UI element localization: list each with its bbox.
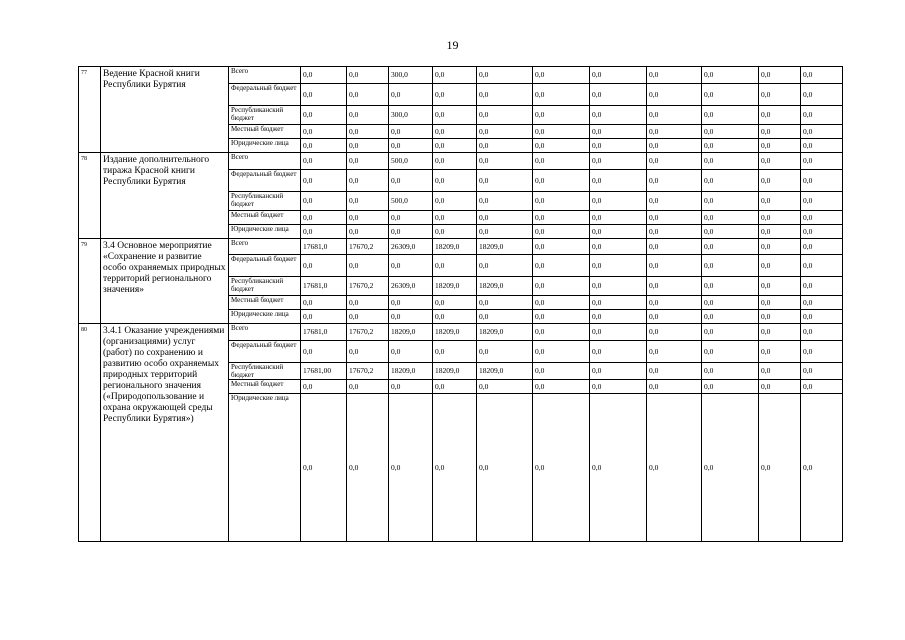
value-cell: 0,0 bbox=[702, 324, 759, 341]
value-cell: 0,0 bbox=[301, 192, 347, 211]
value-cell: 0,0 bbox=[647, 324, 702, 341]
value-cell: 0,0 bbox=[702, 239, 759, 255]
value-cell: 0,0 bbox=[347, 67, 389, 84]
value-cell: 0,0 bbox=[477, 192, 533, 211]
value-cell: 0,0 bbox=[477, 170, 533, 192]
value-cell: 0,0 bbox=[533, 125, 590, 139]
value-cell: 0,0 bbox=[702, 106, 759, 125]
value-cell: 0,0 bbox=[533, 363, 590, 380]
funding-source: Местный бюджет bbox=[229, 211, 301, 225]
funding-source: Республиканский бюджет bbox=[229, 363, 301, 380]
value-cell: 17681,0 bbox=[301, 277, 347, 296]
value-cell: 0,0 bbox=[389, 255, 433, 277]
value-cell: 0,0 bbox=[590, 277, 647, 296]
value-cell: 0,0 bbox=[301, 255, 347, 277]
value-cell: 0,0 bbox=[301, 67, 347, 84]
value-cell: 0,0 bbox=[433, 341, 477, 363]
value-cell: 0,0 bbox=[433, 106, 477, 125]
value-cell: 0,0 bbox=[647, 170, 702, 192]
row-number: 80 bbox=[79, 324, 101, 542]
value-cell: 17681,0 bbox=[301, 239, 347, 255]
value-cell: 18209,0 bbox=[477, 239, 533, 255]
funding-source: Республиканский бюджет bbox=[229, 277, 301, 296]
value-cell: 0,0 bbox=[590, 394, 647, 542]
value-cell: 0,0 bbox=[347, 296, 389, 310]
value-cell: 0,0 bbox=[801, 139, 843, 153]
value-cell: 0,0 bbox=[347, 225, 389, 239]
value-cell: 26309,0 bbox=[389, 277, 433, 296]
value-cell: 0,0 bbox=[759, 363, 801, 380]
funding-source: Всего bbox=[229, 153, 301, 170]
value-cell: 0,0 bbox=[347, 341, 389, 363]
funding-source: Федеральный бюджет bbox=[229, 255, 301, 277]
value-cell: 0,0 bbox=[702, 255, 759, 277]
value-cell: 0,0 bbox=[590, 239, 647, 255]
value-cell: 300,0 bbox=[389, 106, 433, 125]
value-cell: 0,0 bbox=[647, 380, 702, 394]
value-cell: 0,0 bbox=[702, 277, 759, 296]
value-cell: 0,0 bbox=[759, 170, 801, 192]
row-number: 77 bbox=[79, 67, 101, 153]
value-cell: 0,0 bbox=[647, 239, 702, 255]
value-cell: 0,0 bbox=[347, 106, 389, 125]
value-cell: 0,0 bbox=[590, 341, 647, 363]
value-cell: 0,0 bbox=[590, 324, 647, 341]
value-cell: 0,0 bbox=[801, 192, 843, 211]
value-cell: 0,0 bbox=[647, 106, 702, 125]
value-cell: 0,0 bbox=[301, 170, 347, 192]
value-cell: 0,0 bbox=[759, 310, 801, 324]
value-cell: 0,0 bbox=[533, 341, 590, 363]
value-cell: 0,0 bbox=[759, 255, 801, 277]
activity-name: 3.4 Основное мероприятие «Сохранение и развитие особо охраняемых природных территорий регионального значения» bbox=[101, 239, 229, 324]
value-cell: 0,0 bbox=[477, 211, 533, 225]
funding-source: Республиканский бюджет bbox=[229, 192, 301, 211]
value-cell: 0,0 bbox=[347, 380, 389, 394]
page-number: 19 bbox=[446, 38, 459, 52]
value-cell: 0,0 bbox=[801, 380, 843, 394]
value-cell: 0,0 bbox=[389, 84, 433, 106]
value-cell: 0,0 bbox=[389, 310, 433, 324]
value-cell: 18209,0 bbox=[389, 363, 433, 380]
value-cell: 0,0 bbox=[647, 192, 702, 211]
value-cell: 0,0 bbox=[759, 211, 801, 225]
value-cell: 0,0 bbox=[759, 225, 801, 239]
value-cell: 0,0 bbox=[533, 277, 590, 296]
value-cell: 0,0 bbox=[433, 296, 477, 310]
value-cell: 0,0 bbox=[702, 363, 759, 380]
value-cell: 0,0 bbox=[702, 153, 759, 170]
value-cell: 0,0 bbox=[477, 125, 533, 139]
value-cell: 0,0 bbox=[477, 380, 533, 394]
value-cell: 0,0 bbox=[389, 211, 433, 225]
value-cell: 0,0 bbox=[702, 296, 759, 310]
value-cell: 0,0 bbox=[759, 239, 801, 255]
value-cell: 0,0 bbox=[301, 380, 347, 394]
value-cell: 0,0 bbox=[347, 153, 389, 170]
value-cell: 0,0 bbox=[347, 211, 389, 225]
value-cell: 0,0 bbox=[533, 296, 590, 310]
value-cell: 0,0 bbox=[433, 310, 477, 324]
table-row bbox=[79, 153, 843, 170]
value-cell: 0,0 bbox=[533, 255, 590, 277]
value-cell: 0,0 bbox=[647, 363, 702, 380]
value-cell: 0,0 bbox=[590, 211, 647, 225]
value-cell: 0,0 bbox=[590, 225, 647, 239]
value-cell: 0,0 bbox=[647, 277, 702, 296]
value-cell: 0,0 bbox=[301, 310, 347, 324]
value-cell: 0,0 bbox=[590, 170, 647, 192]
value-cell: 0,0 bbox=[647, 139, 702, 153]
value-cell: 0,0 bbox=[533, 139, 590, 153]
value-cell: 0,0 bbox=[389, 125, 433, 139]
value-cell: 0,0 bbox=[759, 341, 801, 363]
value-cell: 0,0 bbox=[759, 125, 801, 139]
funding-source: Всего bbox=[229, 324, 301, 341]
value-cell: 26309,0 bbox=[389, 239, 433, 255]
value-cell: 0,0 bbox=[301, 225, 347, 239]
value-cell: 0,0 bbox=[759, 296, 801, 310]
value-cell: 0,0 bbox=[590, 192, 647, 211]
value-cell: 0,0 bbox=[801, 394, 843, 542]
table-body bbox=[79, 67, 843, 542]
funding-source: Местный бюджет bbox=[229, 296, 301, 310]
value-cell: 0,0 bbox=[533, 324, 590, 341]
value-cell: 0,0 bbox=[590, 125, 647, 139]
value-cell: 0,0 bbox=[590, 106, 647, 125]
value-cell: 0,0 bbox=[301, 84, 347, 106]
value-cell: 0,0 bbox=[702, 67, 759, 84]
value-cell: 0,0 bbox=[702, 139, 759, 153]
value-cell: 17670,2 bbox=[347, 277, 389, 296]
activity-name: Издание дополнительного тиража Красной книги Республики Бурятия bbox=[101, 153, 229, 239]
value-cell: 0,0 bbox=[347, 139, 389, 153]
row-number: 79 bbox=[79, 239, 101, 324]
value-cell: 18209,0 bbox=[433, 363, 477, 380]
value-cell: 0,0 bbox=[433, 84, 477, 106]
value-cell: 0,0 bbox=[389, 341, 433, 363]
value-cell: 0,0 bbox=[759, 139, 801, 153]
activity-name: 3.4.1 Оказание учреждениями (организациями) услуг (работ) по сохранению и развитию особо охраняемых природных территорий регионального значения («Природопользование и охрана окружающей среды Республики Бурятия») bbox=[101, 324, 229, 542]
value-cell: 500,0 bbox=[389, 192, 433, 211]
value-cell: 0,0 bbox=[433, 153, 477, 170]
value-cell: 18209,0 bbox=[433, 324, 477, 341]
value-cell: 0,0 bbox=[533, 192, 590, 211]
value-cell: 0,0 bbox=[477, 153, 533, 170]
funding-source: Федеральный бюджет bbox=[229, 170, 301, 192]
value-cell: 0,0 bbox=[533, 170, 590, 192]
funding-source: Юридические лица bbox=[229, 225, 301, 239]
value-cell: 0,0 bbox=[801, 67, 843, 84]
value-cell: 0,0 bbox=[801, 225, 843, 239]
value-cell: 0,0 bbox=[301, 394, 347, 542]
value-cell: 0,0 bbox=[301, 125, 347, 139]
value-cell: 0,0 bbox=[533, 153, 590, 170]
funding-source: Юридические лица bbox=[229, 139, 301, 153]
funding-source: Всего bbox=[229, 67, 301, 84]
value-cell: 0,0 bbox=[533, 394, 590, 542]
value-cell: 0,0 bbox=[801, 255, 843, 277]
value-cell: 0,0 bbox=[647, 394, 702, 542]
value-cell: 0,0 bbox=[801, 125, 843, 139]
value-cell: 0,0 bbox=[533, 211, 590, 225]
value-cell: 0,0 bbox=[801, 324, 843, 341]
value-cell: 0,0 bbox=[389, 139, 433, 153]
value-cell: 0,0 bbox=[590, 153, 647, 170]
value-cell: 0,0 bbox=[347, 394, 389, 542]
value-cell: 0,0 bbox=[590, 139, 647, 153]
funding-source: Местный бюджет bbox=[229, 125, 301, 139]
value-cell: 0,0 bbox=[433, 139, 477, 153]
value-cell: 0,0 bbox=[702, 211, 759, 225]
value-cell: 0,0 bbox=[477, 296, 533, 310]
value-cell: 0,0 bbox=[702, 341, 759, 363]
value-cell: 0,0 bbox=[389, 380, 433, 394]
value-cell: 0,0 bbox=[702, 192, 759, 211]
value-cell: 0,0 bbox=[347, 310, 389, 324]
value-cell: 0,0 bbox=[389, 170, 433, 192]
value-cell: 0,0 bbox=[801, 310, 843, 324]
value-cell: 0,0 bbox=[477, 67, 533, 84]
value-cell: 0,0 bbox=[477, 341, 533, 363]
value-cell: 0,0 bbox=[801, 170, 843, 192]
value-cell: 0,0 bbox=[433, 125, 477, 139]
value-cell: 0,0 bbox=[759, 192, 801, 211]
value-cell: 0,0 bbox=[647, 225, 702, 239]
value-cell: 17681,0 bbox=[301, 324, 347, 341]
value-cell: 0,0 bbox=[590, 84, 647, 106]
value-cell: 0,0 bbox=[702, 84, 759, 106]
value-cell: 0,0 bbox=[702, 170, 759, 192]
funding-source: Всего bbox=[229, 239, 301, 255]
value-cell: 0,0 bbox=[647, 153, 702, 170]
value-cell: 0,0 bbox=[433, 225, 477, 239]
value-cell: 0,0 bbox=[590, 363, 647, 380]
value-cell: 18209,0 bbox=[477, 363, 533, 380]
value-cell: 0,0 bbox=[801, 106, 843, 125]
value-cell: 0,0 bbox=[759, 67, 801, 84]
value-cell: 0,0 bbox=[801, 211, 843, 225]
value-cell: 0,0 bbox=[433, 380, 477, 394]
value-cell: 0,0 bbox=[590, 255, 647, 277]
funding-source: Республиканский бюджет bbox=[229, 106, 301, 125]
value-cell: 0,0 bbox=[347, 84, 389, 106]
row-number: 78 bbox=[79, 153, 101, 239]
value-cell: 0,0 bbox=[347, 255, 389, 277]
value-cell: 0,0 bbox=[759, 380, 801, 394]
table-row bbox=[79, 239, 843, 255]
value-cell: 0,0 bbox=[301, 341, 347, 363]
value-cell: 0,0 bbox=[590, 296, 647, 310]
value-cell: 0,0 bbox=[301, 139, 347, 153]
value-cell: 500,0 bbox=[389, 153, 433, 170]
value-cell: 0,0 bbox=[433, 255, 477, 277]
table-row bbox=[79, 67, 843, 84]
value-cell: 0,0 bbox=[759, 84, 801, 106]
value-cell: 18209,0 bbox=[433, 239, 477, 255]
value-cell: 0,0 bbox=[477, 139, 533, 153]
value-cell: 0,0 bbox=[801, 341, 843, 363]
value-cell: 0,0 bbox=[347, 125, 389, 139]
table-row bbox=[79, 324, 843, 341]
funding-source: Юридические лица bbox=[229, 394, 301, 542]
funding-source: Федеральный бюджет bbox=[229, 341, 301, 363]
value-cell: 0,0 bbox=[647, 211, 702, 225]
value-cell: 18209,0 bbox=[477, 324, 533, 341]
value-cell: 0,0 bbox=[433, 67, 477, 84]
value-cell: 0,0 bbox=[433, 211, 477, 225]
value-cell: 0,0 bbox=[301, 211, 347, 225]
value-cell: 0,0 bbox=[702, 394, 759, 542]
value-cell: 0,0 bbox=[759, 277, 801, 296]
value-cell: 0,0 bbox=[801, 296, 843, 310]
value-cell: 0,0 bbox=[759, 106, 801, 125]
value-cell: 18209,0 bbox=[389, 324, 433, 341]
funding-source: Местный бюджет bbox=[229, 380, 301, 394]
funding-source: Федеральный бюджет bbox=[229, 84, 301, 106]
value-cell: 0,0 bbox=[477, 106, 533, 125]
value-cell: 0,0 bbox=[533, 106, 590, 125]
value-cell: 0,0 bbox=[533, 310, 590, 324]
value-cell: 0,0 bbox=[647, 125, 702, 139]
value-cell: 0,0 bbox=[702, 125, 759, 139]
value-cell: 0,0 bbox=[433, 170, 477, 192]
value-cell: 0,0 bbox=[647, 255, 702, 277]
activity-name: Ведение Красной книги Республики Бурятия bbox=[101, 67, 229, 153]
funding-source: Юридические лица bbox=[229, 310, 301, 324]
value-cell: 0,0 bbox=[647, 310, 702, 324]
budget-table bbox=[78, 66, 843, 542]
value-cell: 0,0 bbox=[533, 84, 590, 106]
value-cell: 0,0 bbox=[301, 106, 347, 125]
value-cell: 0,0 bbox=[477, 310, 533, 324]
value-cell: 0,0 bbox=[389, 296, 433, 310]
value-cell: 0,0 bbox=[533, 225, 590, 239]
value-cell: 0,0 bbox=[647, 84, 702, 106]
value-cell: 0,0 bbox=[801, 239, 843, 255]
value-cell: 17670,2 bbox=[347, 239, 389, 255]
value-cell: 0,0 bbox=[702, 225, 759, 239]
value-cell: 0,0 bbox=[590, 310, 647, 324]
value-cell: 0,0 bbox=[759, 153, 801, 170]
value-cell: 300,0 bbox=[389, 67, 433, 84]
value-cell: 0,0 bbox=[301, 296, 347, 310]
value-cell: 17670,2 bbox=[347, 363, 389, 380]
value-cell: 0,0 bbox=[647, 341, 702, 363]
value-cell: 0,0 bbox=[477, 84, 533, 106]
value-cell: 0,0 bbox=[533, 67, 590, 84]
value-cell: 0,0 bbox=[801, 153, 843, 170]
value-cell: 17681,00 bbox=[301, 363, 347, 380]
value-cell: 0,0 bbox=[801, 84, 843, 106]
value-cell: 0,0 bbox=[590, 67, 647, 84]
value-cell: 0,0 bbox=[301, 153, 347, 170]
value-cell: 0,0 bbox=[647, 67, 702, 84]
value-cell: 0,0 bbox=[477, 394, 533, 542]
value-cell: 0,0 bbox=[347, 192, 389, 211]
value-cell: 18209,0 bbox=[433, 277, 477, 296]
value-cell: 0,0 bbox=[477, 225, 533, 239]
value-cell: 0,0 bbox=[702, 310, 759, 324]
value-cell: 0,0 bbox=[759, 324, 801, 341]
value-cell: 0,0 bbox=[590, 380, 647, 394]
value-cell: 0,0 bbox=[477, 255, 533, 277]
value-cell: 0,0 bbox=[647, 296, 702, 310]
value-cell: 17670,2 bbox=[347, 324, 389, 341]
value-cell: 0,0 bbox=[433, 394, 477, 542]
value-cell: 0,0 bbox=[533, 380, 590, 394]
value-cell: 0,0 bbox=[389, 225, 433, 239]
value-cell: 0,0 bbox=[702, 380, 759, 394]
value-cell: 0,0 bbox=[347, 170, 389, 192]
value-cell: 0,0 bbox=[433, 192, 477, 211]
value-cell: 0,0 bbox=[533, 239, 590, 255]
value-cell: 0,0 bbox=[759, 394, 801, 542]
value-cell: 0,0 bbox=[801, 363, 843, 380]
value-cell: 0,0 bbox=[801, 277, 843, 296]
value-cell: 18209,0 bbox=[477, 277, 533, 296]
value-cell: 0,0 bbox=[389, 394, 433, 542]
